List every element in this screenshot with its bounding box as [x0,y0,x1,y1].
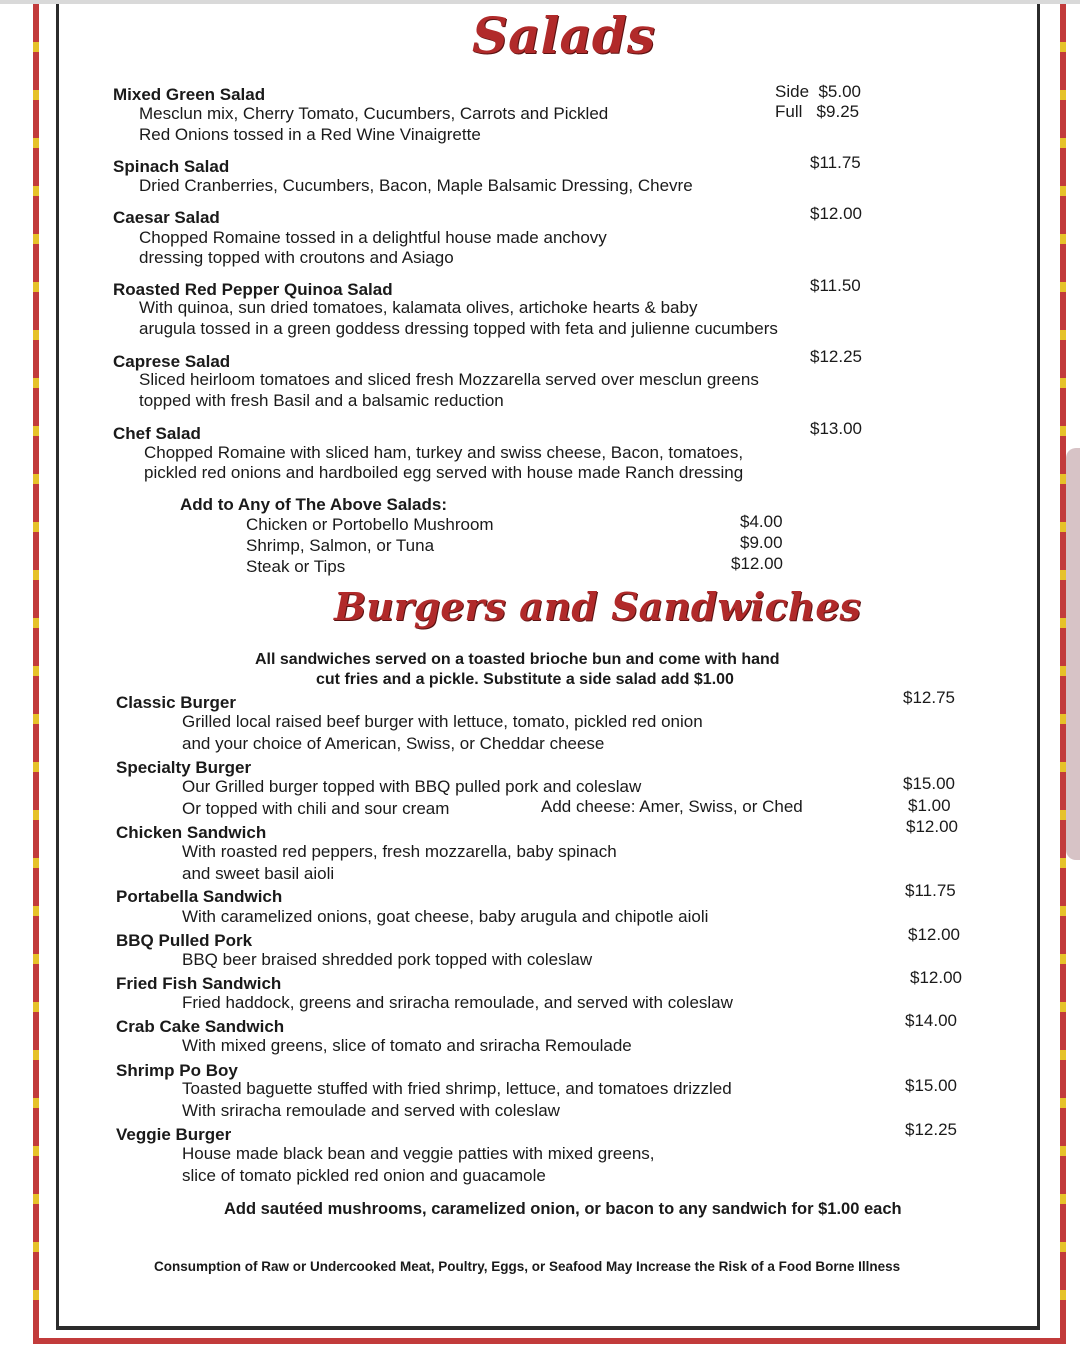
menu-item-desc: With roasted red peppers, fresh mozzarella, baby spinach [182,842,617,861]
menu-item-price: $12.25 [905,1120,957,1139]
menu-item-name: Crab Cake Sandwich [116,1017,285,1036]
menu-item-desc: Toasted baguette stuffed with fried shrimp, lettuce, and tomatoes drizzled [182,1079,732,1098]
menu-item-desc: Sliced heirloom tomatoes and sliced fresh Mozzarella served over mesclun greens [139,370,759,389]
menu-item-name: Shrimp Po Boy [116,1061,238,1080]
sandwich-addon-note: Add sautéed mushrooms, caramelized onion, or bacon to any sandwich for $1.00 each [224,1200,902,1218]
menu-item-price: Full $9.25 [775,102,860,121]
menu-item-desc: pickled red onions and hardboiled egg served with house made Ranch dressing [144,463,744,482]
menu-item-price: Side $5.00 [775,82,862,101]
menu-item-desc: With mixed greens, slice of tomato and sriracha Remoulade [182,1036,632,1055]
menu-item-desc: With caramelized onions, goat cheese, baby arugula and chipotle aioli [182,907,709,926]
menu-item-name: Roasted Red Pepper Quinoa Salad [113,280,393,299]
menu-item-name: Portabella Sandwich [116,887,283,906]
menu-item-price: $12.00 [906,817,958,836]
bottom-red-border [33,1338,1066,1344]
menu-item-name: Chef Salad [113,424,201,443]
menu-item-name: Classic Burger [116,693,236,712]
menu-item-extra: Add cheese: Amer, Swiss, or Ched [541,797,803,816]
menu-item-desc: Dried Cranberries, Cucumbers, Bacon, Maple Balsamic Dressing, Chevre [139,176,693,195]
top-edge [0,0,1080,4]
salad-addons-heading: Add to Any of The Above Salads: [180,495,447,514]
menu-item-desc: and your choice of American, Swiss, or Cheddar cheese [182,734,605,753]
menu-item-price: $12.75 [903,688,955,707]
salads-title: Salads [472,6,656,65]
menu-item-desc: and sweet basil aioli [182,864,335,883]
menu-item-name: BBQ Pulled Pork [116,931,253,950]
menu-item-name: Veggie Burger [116,1125,232,1144]
menu-item-price: $12.00 [910,968,962,987]
menu-item-name: Fried Fish Sandwich [116,974,282,993]
left-dark-border [56,4,59,1330]
menu-item-price: $1.00 [908,796,951,815]
menu-item-name: Specialty Burger [116,758,252,777]
addon-label: Chicken or Portobello Mushroom [246,515,494,534]
addon-label: Steak or Tips [246,557,346,576]
menu-item-desc: topped with fresh Basil and a balsamic reduction [139,391,504,410]
menu-item-name: Mixed Green Salad [113,85,266,104]
food-safety-disclaimer: Consumption of Raw or Undercooked Meat, Poultry, Eggs, or Seafood May Increase the Risk of a Food Borne Illness [154,1259,901,1274]
menu-item-desc: Our Grilled burger topped with BBQ pulled pork and coleslaw [182,777,642,796]
menu-item-desc: BBQ beer braised shredded pork topped with coleslaw [182,950,593,969]
menu-item-desc: Chopped Romaine with sliced ham, turkey and swiss cheese, Bacon, tomatoes, [144,443,744,462]
menu-item-desc: With sriracha remoulade and served with coleslaw [182,1101,560,1120]
menu-item-desc: With quinoa, sun dried tomatoes, kalamata olives, artichoke hearts & baby [139,298,698,317]
scroll-handle[interactable] [1066,448,1080,860]
burgers-title: Burgers and Sandwiches [334,584,861,629]
menu-item-name: Caesar Salad [113,208,220,227]
menu-item-desc: Red Onions tossed in a Red Wine Vinaigrette [139,125,481,144]
addon-price: $4.00 [740,512,783,531]
addon-label: Shrimp, Salmon, or Tuna [246,536,435,555]
menu-item-price: $11.75 [905,881,956,900]
menu-item-price: $12.25 [810,347,862,366]
menu-item-desc: Mesclun mix, Cherry Tomato, Cucumbers, Carrots and Pickled [139,104,609,123]
menu-item-price: $15.00 [903,774,955,793]
menu-item-name: Caprese Salad [113,352,231,371]
menu-item-price: $11.75 [810,153,861,172]
addon-price: $12.00 [731,554,783,573]
menu-item-desc: House made black bean and veggie patties with mixed greens, [182,1144,655,1163]
menu-item-price: $15.00 [905,1076,957,1095]
bottom-dark-border [56,1326,1040,1330]
menu-item-desc: Grilled local raised beef burger with lettuce, tomato, pickled red onion [182,712,703,731]
menu-item-desc: dressing topped with croutons and Asiago [139,248,454,267]
menu-item-desc: slice of tomato pickled red onion and guacamole [182,1166,546,1185]
menu-item-price: $11.50 [810,276,861,295]
menu-item-price: $14.00 [905,1011,957,1030]
menu-item-price: $13.00 [810,419,862,438]
sandwich-intro-line: All sandwiches served on a toasted brioche bun and come with hand [255,651,780,668]
menu-item-price: $12.00 [908,925,960,944]
menu-item-price: $12.00 [810,204,862,223]
menu-item-desc: Or topped with chili and sour cream [182,799,450,818]
left-red-border [33,4,39,1344]
right-dark-border [1037,4,1040,1330]
menu-item-desc: Fried haddock, greens and sriracha remoulade, and served with coleslaw [182,993,733,1012]
menu-item-name: Spinach Salad [113,157,230,176]
menu-item-desc: arugula tossed in a green goddess dressing topped with feta and julienne cucumbers [139,319,778,338]
menu-item-name: Chicken Sandwich [116,823,267,842]
sandwich-intro-line: cut fries and a pickle. Substitute a side salad add $1.00 [316,671,734,688]
menu-item-desc: Chopped Romaine tossed in a delightful house made anchovy [139,228,607,247]
addon-price: $9.00 [740,533,783,552]
